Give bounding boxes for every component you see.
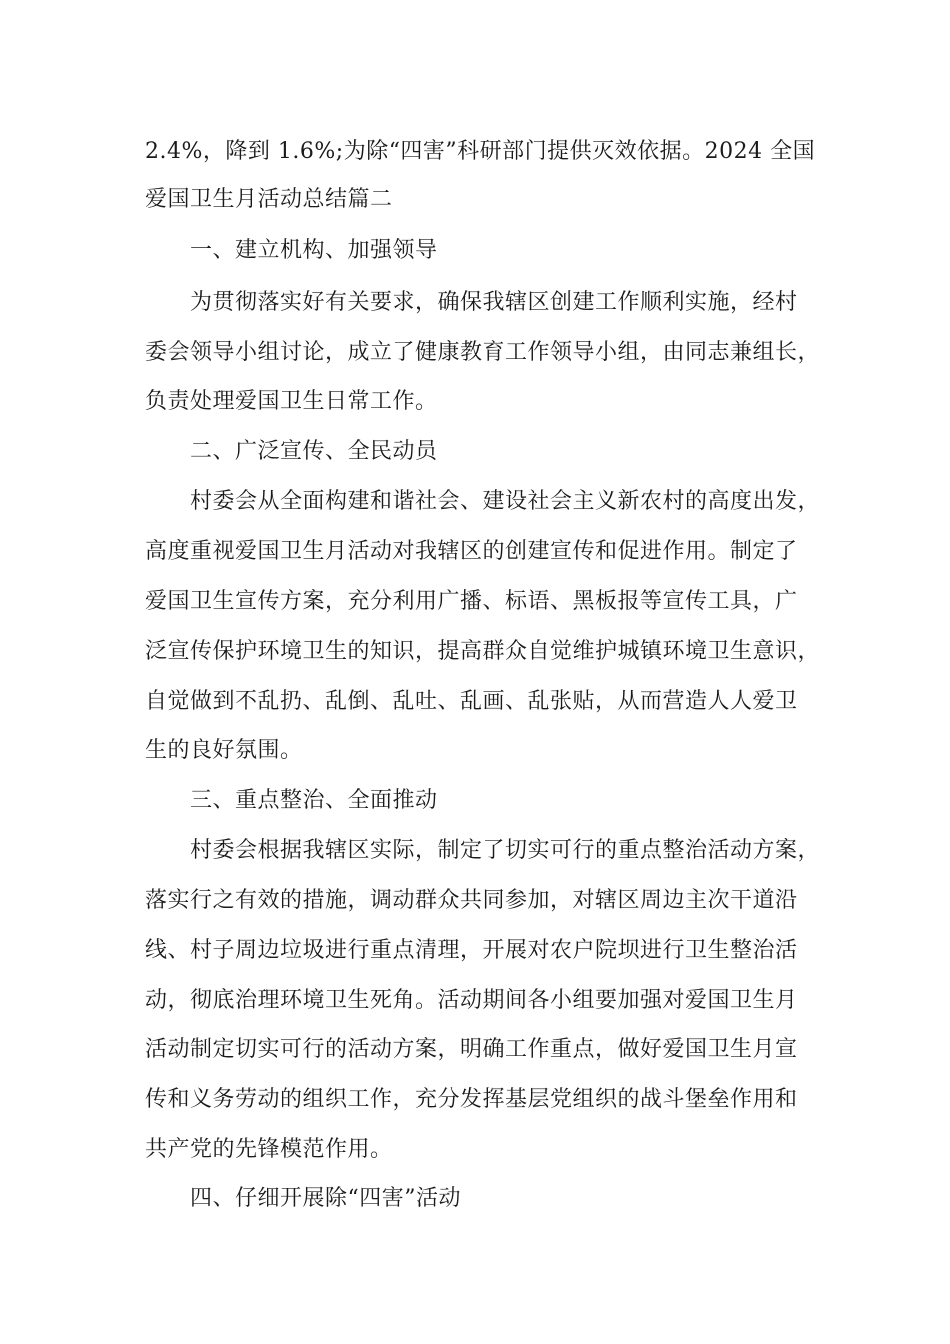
body-text-line: 传和义务劳动的组织工作，充分发挥基层党组织的战斗堡垒作用和 [145,1087,798,1112]
section-heading: 三、重点整治、全面推动 [190,788,438,813]
section-heading: 四、仔细开展除“四害”活动 [190,1186,461,1211]
body-text-line: 动，彻底治理环境卫生死角。活动期间各小组要加强对爱国卫生月 [145,988,798,1013]
body-text-line: 2.4%，降到 1.6%;为除“四害”科研部门提供灭效依据。2024 全国 [145,139,816,164]
body-text-line: 为贯彻落实好有关要求，确保我辖区创建工作顺利实施，经村 [190,290,798,315]
body-text-line: 自觉做到不乱扔、乱倒、乱吐、乱画、乱张贴，从而营造人人爱卫 [145,689,798,714]
body-text-line: 村委会根据我辖区实际，制定了切实可行的重点整治活动方案， [190,838,821,863]
body-text-line: 生的良好氛围。 [145,738,303,763]
section-heading: 二、广泛宣传、全民动员 [190,439,438,464]
body-text-line: 负责处理爱国卫生日常工作。 [145,389,438,414]
body-text-line: 委会领导小组讨论，成立了健康教育工作领导小组，由同志兼组长， [145,340,821,365]
body-text-line: 爱国卫生月活动总结篇二 [145,187,393,212]
body-text-line: 共产党的先锋模范作用。 [145,1137,393,1162]
body-text-line: 高度重视爱国卫生月活动对我辖区的创建宣传和促进作用。制定了 [145,539,798,564]
body-text-line: 活动制定切实可行的活动方案，明确工作重点，做好爱国卫生月宣 [145,1037,798,1062]
section-heading: 一、建立机构、加强领导 [190,238,438,263]
body-text-line: 落实行之有效的措施，调动群众共同参加，对辖区周边主次干道沿 [145,888,798,913]
body-text-line: 爱国卫生宣传方案，充分利用广播、标语、黑板报等宣传工具，广 [145,589,798,614]
body-text-line: 泛宣传保护环境卫生的知识，提高群众自觉维护城镇环境卫生意识， [145,639,821,664]
body-text-line: 线、村子周边垃圾进行重点清理，开展对农户院坝进行卫生整治活 [145,938,798,963]
body-text-line: 村委会从全面构建和谐社会、建设社会主义新农村的高度出发， [190,489,821,514]
